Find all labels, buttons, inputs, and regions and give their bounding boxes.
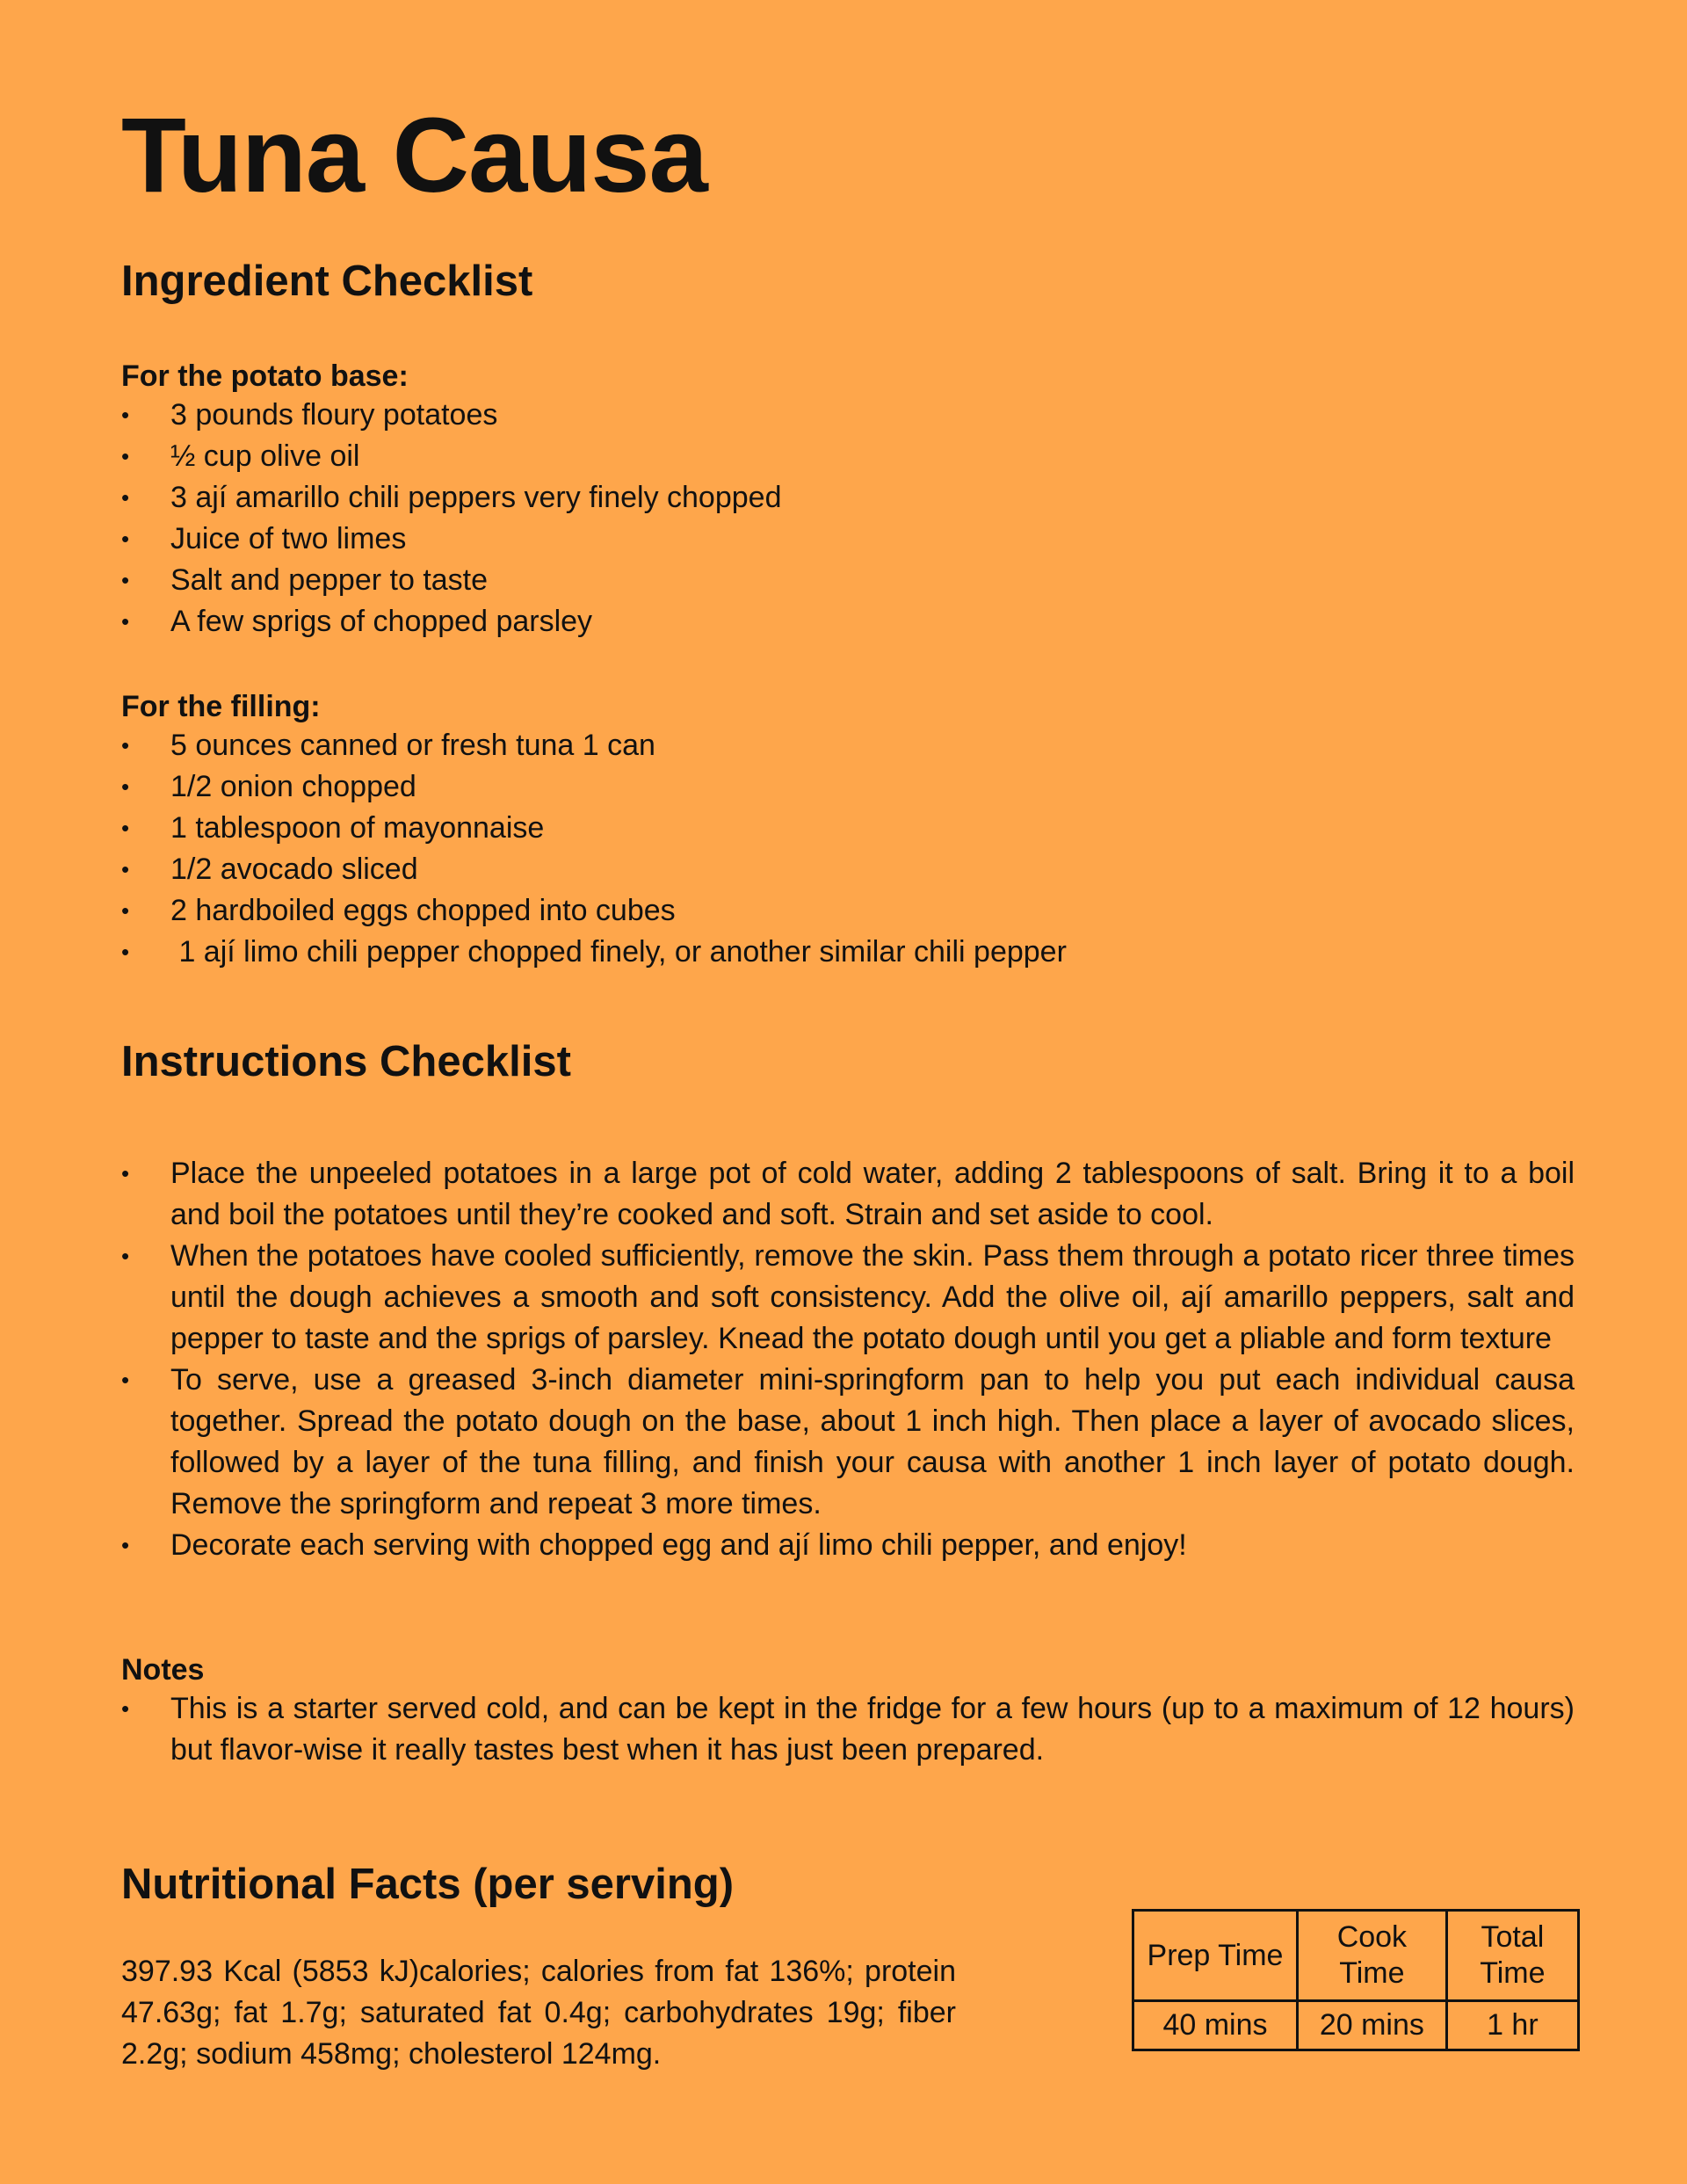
notes-label: Notes	[121, 1653, 205, 1687]
nutrition-facts-text: 397.93 Kcal (5853 kJ)calories; calories from fat 136%; protein 47.63g; fat 1.7g; saturated fat 0.4g; carbohydrates 19g; fiber 2.2g; sodium 458mg; cholesterol 124mg.	[121, 1955, 956, 2071]
list-item: • To serve, use a greased 3-inch diameter mini-springform pan to help you put each individual causa together. Spread the potato dough on the base, about 1 inch high. Then place a layer of avocado slices, followed by a layer of the tuna filling, and finish your causa with another 1 inch layer of potato dough. Remove the springform and repeat 3 more times.	[121, 1360, 1575, 1525]
times-table	[1132, 1909, 1580, 2051]
list-item: • 3 ají amarillo chili peppers very finely chopped	[121, 477, 1580, 519]
total-time-label: Total Time	[1446, 1911, 1578, 2001]
list-item: • This is a starter served cold, and can be kept in the fridge for a few hours (up to a maximum of 12 hours) but flavor-wise it really tastes best when it has just been prepared.	[121, 1688, 1575, 1771]
filling-list	[121, 725, 1580, 973]
ingredient-checklist-heading: Ingredient Checklist	[121, 258, 533, 305]
recipe-title: Tuna Causa	[121, 95, 707, 214]
potato-base-list	[121, 395, 1580, 642]
list-item: • 5 ounces canned or fresh tuna 1 can	[121, 725, 1580, 766]
list-item: • 1 tablespoon of mayonnaise	[121, 808, 1580, 849]
list-item: • A few sprigs of chopped parsley	[121, 601, 1580, 642]
list-item: • 2 hardboiled eggs chopped into cubes	[121, 890, 1580, 932]
list-item: • 1 ají limo chili pepper chopped finely, or another similar chili pepper	[121, 932, 1580, 973]
filling-label: For the filling:	[121, 690, 321, 723]
prep-time-label: Prep Time	[1133, 1911, 1298, 2001]
list-item: • Place the unpeeled potatoes in a large pot of cold water, adding 2 tablespoons of salt. Bring it to a boil and boil the potatoes until they’re cooked and soft. Strain and set aside to cool.	[121, 1153, 1575, 1236]
list-item: • Salt and pepper to taste	[121, 560, 1580, 601]
list-item: • 3 pounds floury potatoes	[121, 395, 1580, 436]
list-item: • Juice of two limes	[121, 519, 1580, 560]
cook-time-label: Cook Time	[1298, 1911, 1447, 2001]
nutrition-heading: Nutritional Facts (per serving)	[121, 1861, 735, 1908]
list-item: • Decorate each serving with chopped egg and ají limo chili pepper, and enjoy!	[121, 1525, 1575, 1566]
list-item: • ½ cup olive oil	[121, 436, 1580, 477]
prep-time-value: 40 mins	[1133, 2001, 1298, 2050]
cook-time-value: 20 mins	[1298, 2001, 1447, 2050]
instructions-list	[121, 1153, 1575, 1566]
notes-list	[121, 1688, 1575, 1771]
list-item: • 1/2 onion chopped	[121, 766, 1580, 808]
total-time-value: 1 hr	[1446, 2001, 1578, 2050]
potato-base-label: For the potato base:	[121, 359, 409, 393]
list-item: • 1/2 avocado sliced	[121, 849, 1580, 890]
list-item: • When the potatoes have cooled sufficiently, remove the skin. Pass them through a potato ricer three times until the dough achieves a smooth and soft consistency. Add the olive oil, ají amarillo peppers, salt and pepper to taste and the sprigs of parsley. Knead the potato dough until you get a pliable and form texture	[121, 1236, 1575, 1360]
instructions-checklist-heading: Instructions Checklist	[121, 1038, 571, 1085]
